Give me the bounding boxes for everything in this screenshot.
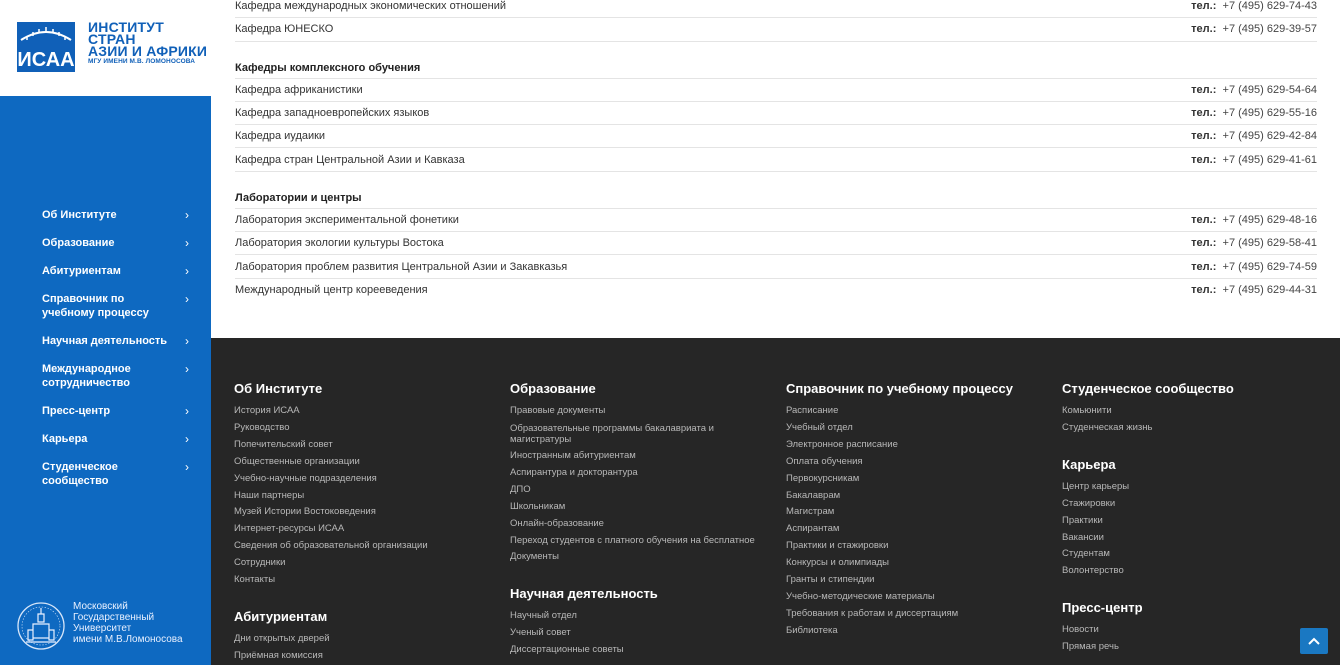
sidebar-item-label: Международное сотрудничество (42, 363, 131, 389)
footer-link[interactable]: Документы (510, 551, 559, 563)
department-name[interactable]: Лаборатория проблем развития Центральной Азии и Закавказья (235, 260, 568, 273)
logo[interactable] (0, 0, 211, 96)
footer-link[interactable]: ДПО (510, 483, 531, 495)
department-name[interactable]: Кафедра международных экономических отношений (235, 0, 506, 13)
phone[interactable] (1191, 214, 1317, 226)
footer-link[interactable]: Руководство (234, 421, 290, 433)
isaa-logo-icon (17, 22, 75, 72)
footer-link[interactable]: Приёмная комиссия (234, 649, 323, 661)
contact-row (235, 148, 1317, 171)
phone-number: +7 (495) 629-39-57 (1222, 23, 1317, 36)
department-name[interactable]: Кафедра западноевропейских языков (235, 107, 430, 120)
svg-text:ИСАА: ИСАА (17, 49, 75, 71)
department-name[interactable]: Кафедра африканистики (235, 83, 363, 96)
tel-label: тел.: (1191, 83, 1217, 96)
footer-link[interactable]: Оплата обучения (786, 455, 863, 467)
phone-number: +7 (495) 629-74-43 (1222, 0, 1317, 13)
footer-links-science (510, 608, 760, 659)
contact-row (235, 125, 1317, 148)
chevron-up-icon (1308, 637, 1320, 645)
footer-link[interactable]: Переход студентов с платного обучения на бесплатное (510, 535, 755, 547)
msu-line-2: Государственный (73, 612, 155, 623)
footer-heading-science[interactable]: Научная деятельность (510, 586, 658, 602)
phone-number: +7 (495) 629-58-41 (1222, 237, 1317, 250)
footer-link[interactable]: Конкурсы и олимпиады (786, 557, 889, 569)
footer-link[interactable]: Попечительский совет (234, 438, 333, 450)
footer-link[interactable]: Дни открытых дверей (234, 632, 330, 644)
footer-link[interactable]: Сведения об образовательной организации (234, 540, 428, 552)
tel-label: тел.: (1191, 260, 1217, 273)
footer-link[interactable]: Практики и стажировки (786, 540, 889, 552)
footer-heading-about[interactable]: Об Институте (234, 381, 323, 396)
contacts-group (235, 57, 1317, 172)
phone-number: +7 (495) 629-44-31 (1222, 284, 1317, 297)
footer-col-handbook (786, 381, 1036, 640)
footer-heading-community[interactable]: Студенческое сообщество (1062, 381, 1234, 396)
sidebar-item-applicants[interactable] (0, 264, 211, 283)
footer-link[interactable]: Школьникам (510, 500, 566, 512)
phone-number: +7 (495) 629-42-84 (1222, 130, 1317, 143)
footer-heading-education[interactable]: Образование (510, 381, 596, 396)
footer-link[interactable]: Учебный отдел (786, 421, 853, 433)
footer-heading-handbook[interactable]: Справочник по учебному процессу (786, 381, 1014, 396)
department-name[interactable]: Лаборатория экологии культуры Востока (235, 237, 444, 250)
phone-number: +7 (495) 629-55-16 (1222, 107, 1317, 120)
footer-link[interactable]: Контакты (234, 574, 276, 586)
footer-link[interactable]: Практики (1062, 514, 1103, 526)
chevron-right-icon: › (185, 264, 189, 278)
footer-heading-press[interactable]: Пресс-центр (1062, 600, 1143, 616)
group-title: Лаборатории и центры (235, 187, 1317, 209)
tel-label: тел.: (1191, 107, 1217, 120)
chevron-right-icon: › (185, 236, 189, 250)
footer-heading-career[interactable]: Карьера (1062, 456, 1116, 472)
department-name[interactable]: Кафедра ЮНЕСКО (235, 23, 334, 36)
phone[interactable] (1191, 237, 1317, 249)
footer-col-education (510, 381, 760, 659)
logo-line-2: СТРАН (88, 31, 136, 47)
msu-text (73, 601, 183, 645)
footer-link[interactable]: Новости (1062, 624, 1099, 636)
phone-number: +7 (495) 629-41-61 (1222, 153, 1317, 166)
footer-link[interactable]: Музей Истории Востоковедения (234, 506, 376, 518)
footer-link[interactable]: Требования к работам и диссертациям (786, 607, 959, 619)
logo-line-1: ИНСТИТУТ (88, 19, 164, 35)
msu-logo[interactable] (16, 600, 206, 660)
contact-row (235, 232, 1317, 255)
footer-link[interactable]: Комьюнити (1062, 405, 1112, 416)
sidebar-item-label: Научная деятельность (42, 335, 168, 347)
footer-link[interactable]: Онлайн-образование (510, 517, 604, 529)
chevron-right-icon: › (185, 362, 189, 376)
scroll-to-top-button[interactable] (1300, 628, 1328, 654)
footer-link[interactable]: Правовые документы (510, 405, 606, 416)
contact-row (235, 255, 1317, 278)
footer-links-career (1062, 479, 1312, 580)
logo-line-4: МГУ ИМЕНИ М.В. ЛОМОНОСОВА (88, 58, 196, 65)
tel-label: тел.: (1191, 0, 1217, 13)
contact-row (235, 79, 1317, 102)
chevron-right-icon: › (185, 432, 189, 446)
footer-col-community (1062, 381, 1312, 656)
tel-label: тел.: (1191, 213, 1217, 226)
phone-number: +7 (495) 629-74-59 (1222, 260, 1317, 273)
footer-link[interactable]: Прямая речь (1062, 641, 1119, 653)
contact-row (235, 0, 1317, 18)
contacts-group (235, 0, 1317, 42)
contacts-group (235, 187, 1317, 302)
footer-link[interactable]: Наши партнеры (234, 489, 305, 501)
footer-link[interactable]: Магистрам (786, 506, 835, 518)
sidebar-item-career[interactable] (0, 432, 211, 451)
contact-row (235, 102, 1317, 125)
footer-link[interactable]: Библиотека (786, 624, 838, 636)
footer-col-about (234, 381, 484, 665)
footer-link[interactable]: Аспирантам (786, 523, 840, 535)
footer-links-handbook (786, 403, 1036, 640)
footer-link[interactable]: Стажировки (1062, 497, 1116, 509)
footer-link[interactable]: Первокурсникам (786, 472, 860, 484)
footer-link[interactable]: Научный отдел (510, 610, 577, 622)
footer-link[interactable]: Волонтерство (1062, 565, 1124, 577)
footer-link[interactable]: Интернет-ресурсы ИСАА (234, 523, 345, 535)
chevron-right-icon: › (185, 208, 189, 222)
chevron-right-icon: › (185, 292, 189, 306)
sidebar-item-press[interactable] (0, 404, 211, 423)
footer-links-community (1062, 403, 1312, 437)
msu-emblem-icon (16, 600, 66, 652)
footer-link[interactable]: Общественные организации (234, 455, 360, 467)
sidebar (0, 0, 211, 665)
footer-link[interactable]: История ИСАА (234, 405, 300, 416)
sidebar-item-community[interactable] (0, 460, 211, 493)
department-name[interactable]: Международный центр корееведения (235, 284, 428, 297)
tel-label: тел.: (1191, 153, 1217, 166)
logo-text (88, 21, 207, 66)
contact-row (235, 209, 1317, 232)
department-name[interactable]: Лаборатория экспериментальной фонетики (235, 213, 459, 226)
phone[interactable] (1191, 23, 1317, 35)
footer-link[interactable]: Аспирантура и докторантура (510, 466, 638, 478)
footer-links-about (234, 403, 484, 589)
logo-line-3: АЗИИ И АФРИКИ (88, 43, 208, 59)
footer-link[interactable]: Центр карьеры (1062, 480, 1130, 492)
group-title: Кафедры комплексного обучения (235, 57, 1317, 79)
sidebar-item-about[interactable] (0, 208, 211, 227)
phone[interactable] (1191, 84, 1317, 96)
sidebar-item-label: Образование (42, 237, 115, 249)
footer-link[interactable]: Студенческая жизнь (1062, 421, 1153, 433)
footer-link[interactable]: Гранты и стипендии (786, 574, 875, 586)
footer-links-applicants (234, 631, 484, 665)
footer-link[interactable]: Образовательные программы бакалавриата и магистратуры (510, 422, 714, 445)
sidebar-nav (0, 208, 211, 493)
sidebar-item-science[interactable] (0, 334, 211, 353)
footer-link[interactable]: Ученый совет (510, 627, 571, 639)
sidebar-item-international[interactable] (0, 362, 211, 395)
sidebar-item-label: Пресс-центр (42, 405, 111, 417)
sidebar-item-education[interactable] (0, 236, 211, 255)
tel-label: тел.: (1191, 237, 1217, 250)
phone[interactable] (1191, 154, 1317, 166)
footer-link[interactable]: Учебно-научные подразделения (234, 472, 377, 484)
footer-links-education (510, 403, 760, 566)
footer-link[interactable]: Вакансии (1062, 531, 1104, 543)
phone[interactable] (1191, 284, 1317, 296)
msu-line-1: Московский (73, 601, 128, 612)
footer (211, 338, 1340, 665)
footer-link[interactable]: Студентам (1062, 548, 1110, 560)
tel-label: тел.: (1191, 130, 1217, 143)
chevron-right-icon: › (185, 404, 189, 418)
contact-row (235, 18, 1317, 41)
sidebar-item-label: Студенческое сообщество (42, 461, 118, 487)
footer-link[interactable]: Электронное расписание (786, 438, 898, 450)
footer-link[interactable]: Диссертационные советы (510, 644, 624, 656)
sidebar-item-label: Об Институте (42, 209, 117, 221)
footer-links-press (1062, 622, 1312, 656)
contact-row (235, 279, 1317, 302)
phone[interactable] (1191, 261, 1317, 273)
sidebar-item-label: Абитуриентам (42, 265, 121, 277)
footer-heading-applicants[interactable]: Абитуриентам (234, 608, 328, 624)
phone-number: +7 (495) 629-54-64 (1222, 83, 1317, 96)
sidebar-item-label: Карьера (42, 433, 88, 445)
footer-link[interactable]: Иностранным абитуриентам (510, 449, 636, 461)
chevron-right-icon: › (185, 334, 189, 348)
sidebar-item-label: Справочник по учебному процессу (42, 293, 149, 319)
phone[interactable] (1191, 130, 1317, 142)
contacts-list (235, 0, 1317, 302)
chevron-right-icon: › (185, 460, 189, 474)
msu-line-3: Университет (73, 623, 132, 634)
tel-label: тел.: (1191, 23, 1217, 36)
footer-link[interactable]: Расписание (786, 405, 839, 416)
phone[interactable] (1191, 107, 1317, 119)
sidebar-item-handbook[interactable] (0, 292, 211, 325)
department-name[interactable]: Кафедра иудаики (235, 130, 326, 143)
footer-link[interactable]: Учебно-методические материалы (786, 590, 935, 602)
footer-link[interactable]: Сотрудники (234, 557, 286, 569)
phone[interactable] (1191, 0, 1317, 12)
footer-link[interactable]: Бакалаврам (786, 489, 841, 501)
phone-number: +7 (495) 629-48-16 (1222, 213, 1317, 226)
msu-line-4: имени М.В.Ломоносова (73, 634, 183, 645)
department-name[interactable]: Кафедра стран Центральной Азии и Кавказа (235, 153, 465, 166)
tel-label: тел.: (1191, 284, 1217, 297)
